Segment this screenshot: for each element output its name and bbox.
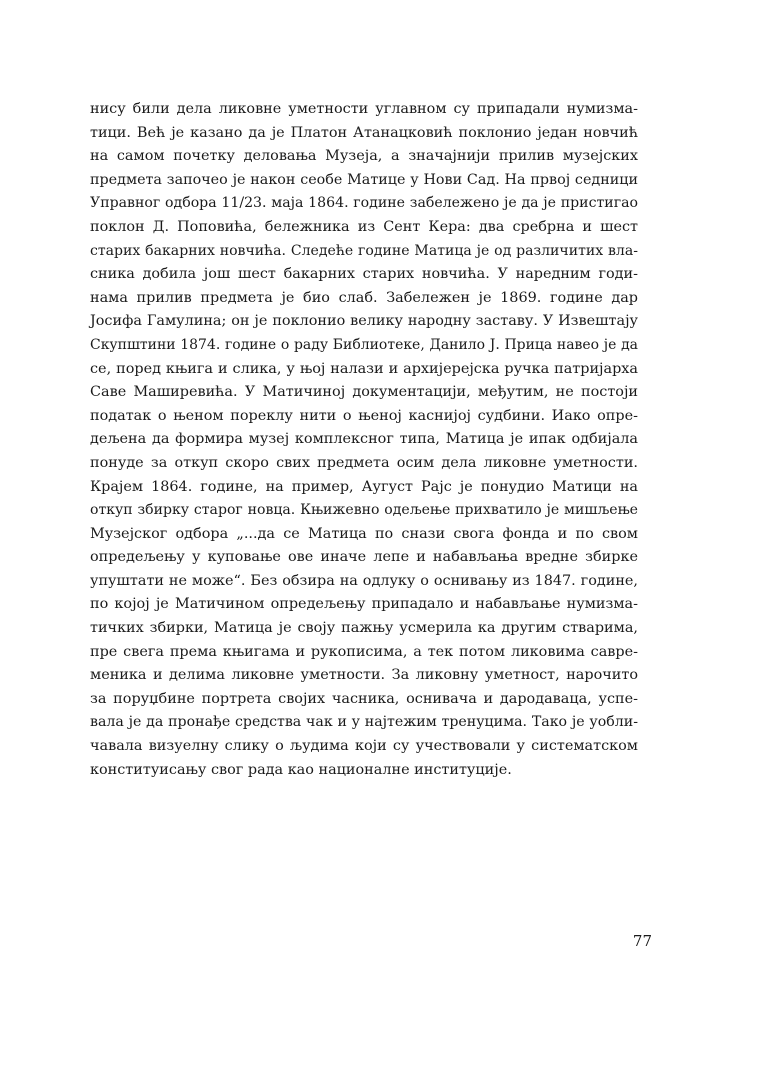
body-text [90,98,638,782]
text-line: опредељењу у куповање ове иначе лепе и набављања вредне збирке [90,549,638,566]
text-line: пре свега према књигама и рукописима, а тек потом ликовима савре- [90,643,638,660]
text-line: дељена да формира музеј комплексног типа, Матица је ипак одбијала [90,431,638,448]
text-line: Крајем 1864. године, на пример, Аугуст Рајс је понудио Матици на [90,478,638,495]
text-line: чавала визуелну слику о људима који су учествовали у систематском [90,738,638,755]
text-line: Скупштини 1874. године о раду Библиотеке, Данило Ј. Прица навео је да [90,336,638,353]
text-line: поклон Д. Поповића, бележника из Сент Кера: два сребрна и шест [90,218,638,235]
text-line: нама прилив предмета је био слаб. Забележен је 1869. године дар [90,289,638,306]
text-line: нису били дела ликовне уметности углавном су припадали нумизма- [90,101,638,117]
text-line: предмета започео је након сеобе Матице у Нови Сад. На првој седници [90,171,638,188]
text-line: по којој је Матичином опредељењу припадало и набављање нумизма- [90,596,638,613]
text-line: тичких збирки, Матица је своју пажњу усмерила ка другим стварима, [90,620,638,637]
text-line: меника и делима ликовне уметности. За ликовну уметност, нарочито [90,667,638,684]
text-line: сника добила још шест бакарних старих новчића. У наредним годи- [90,266,638,283]
text-line: податак о њеном пореклу нити о њеној каснијој судбини. Иако опре- [90,407,638,424]
text-line: се, поред књига и слика, у њој налази и архијерејска ручка патријарха [90,360,638,377]
text-line: за поруџбине портрета својих часника, оснивача и дародаваца, успе- [90,690,638,707]
text-line: конституисању свог рада као националне институције. [90,761,512,778]
text-line: вала је да пронађе средства чак и у најтежим тренуцима. Тако је уобли- [90,714,638,731]
text-line: Саве Маширевића. У Матичиној документацији, међутим, не постоји [90,384,638,401]
text-line: тици. Већ је казано да је Платон Атанацковић поклонио један новчић [90,124,638,141]
text-line: понуде за откуп скоро свих предмета осим дела ликовне уметности. [90,454,638,471]
text-line: Музејског одбора „...да се Матица по снази свога фонда и по свом [90,525,638,542]
text-line: на самом почетку деловања Музеја, а значајнији прилив музејских [90,148,638,165]
text-line: Јосифа Гамулина; он је поклонио велику народну заставу. У Извештају [90,313,638,330]
text-line: откуп збирку старог новца. Књижевно одељење прихватило је мишљење [90,502,638,519]
text-line: старих бакарних новчића. Следеће године Матица је од различитих вла- [90,242,638,259]
page-number: 77 [632,932,652,950]
text-line: Управног одбора 11/23. маја 1864. године забележено је да је пристигао [90,195,638,212]
text-line: упуштати не може“. Без обзира на одлуку о оснивању из 1847. године, [90,572,638,589]
